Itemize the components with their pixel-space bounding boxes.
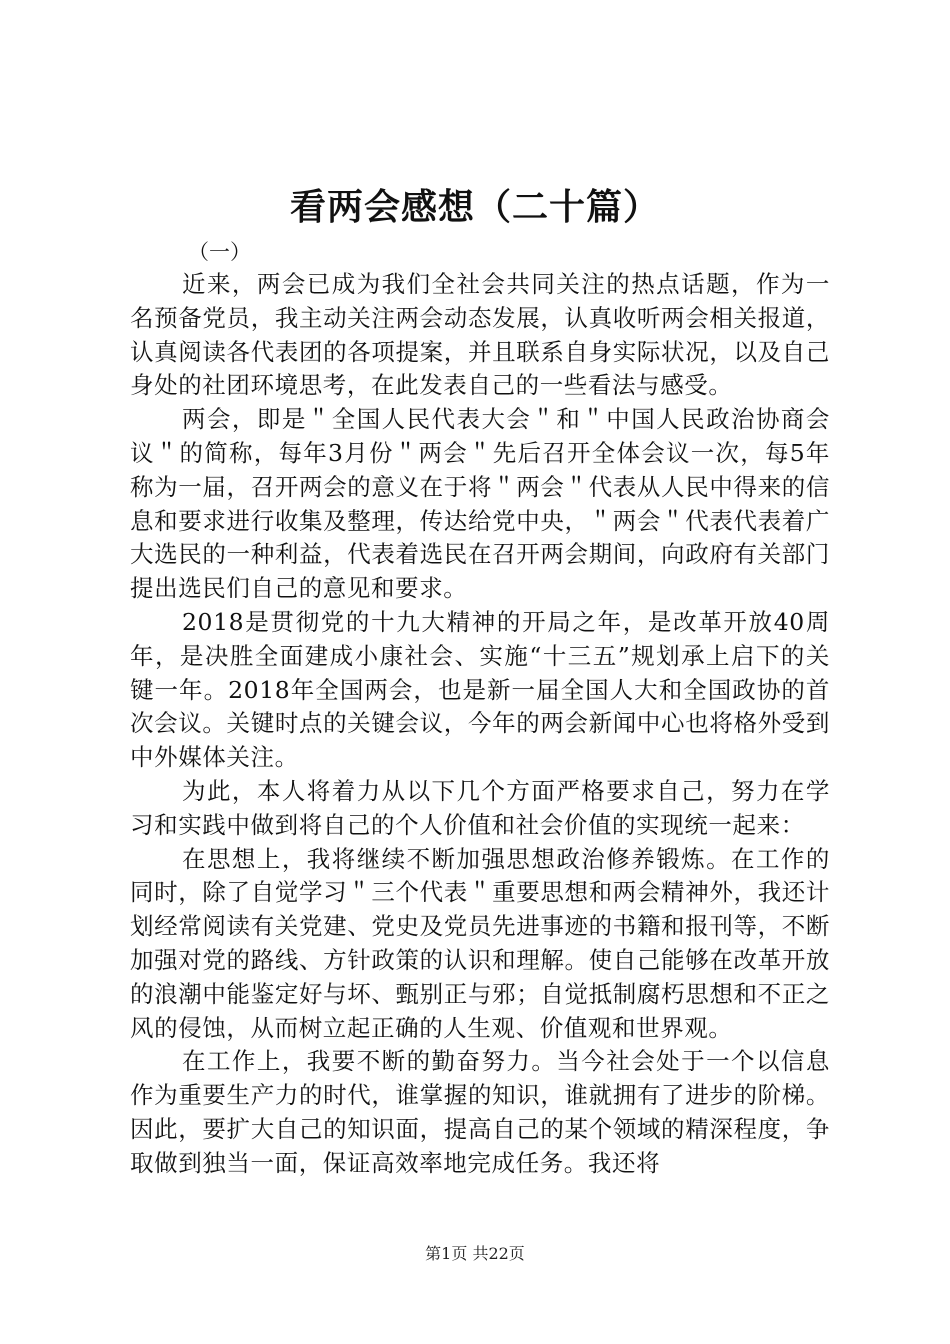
paragraph-5: 在思想上，我将继续不断加强思想政治修养锻炼。在工作的同时，除了自觉学习＂三个代表＂重要思想和两会精神外，我还计划经常阅读有关党建、党史及党员先进事迹的书籍和报刊等，不断加强对党的路线、方针政策的认识和理解。使自己能够在改革开放的浪潮中能鉴定好与坏、甄别正与邪；自觉抵制腐朽思想和不正之风的侵蚀，从而树立起正确的人生观、价值观和世界观。 [130,844,830,1042]
page-footer: 第1页 共22页 [425,1244,525,1263]
paragraph-6: 在工作上，我要不断的勤奋努力。当今社会处于一个以信息作为重要生产力的时代，谁掌握的知识，谁就拥有了进步的阶梯。因此，要扩大自己的知识面，提高自己的某个领域的精深程度，争取做到独当一面，保证高效率地完成任务。我还将 [130,1047,830,1177]
document-title: 看两会感想（二十篇） [289,186,660,228]
paragraph-4: 为此，本人将着力从以下几个方面严格要求自己，努力在学习和实践中做到将自己的个人价值和社会价值的实现统一起来： [130,776,830,839]
document-body [130,236,830,1181]
paragraph-2: 两会，即是＂全国人民代表大会＂和＂中国人民政治协商会议＂的简称，每年3月份＂两会＂先后召开全体会议一次，每5年称为一届，召开两会的意义在于将＂两会＂代表从人民中得来的信息和要求进行收集及整理，传达给党中央，＂两会＂代表代表着广大选民的一种利益，代表着选民在召开两会期间，向政府有关部门提出选民们自己的意见和要求。 [130,405,830,603]
paragraph-3: 2018是贯彻党的十九大精神的开局之年，是改革开放40周年，是决胜全面建成小康社会、实施“十三五”规划承上启下的关键一年。2018年全国两会，也是新一届全国人大和全国政协的首次会议。关键时点的关键会议，今年的两会新闻中心也将格外受到中外媒体关注。 [130,607,830,772]
section-label: （一） [188,240,251,264]
paragraph-1: 近来，两会已成为我们全社会共同关注的热点话题，作为一名预备党员，我主动关注两会动态发展，认真收听两会相关报道，认真阅读各代表团的各项提案，并且联系自身实际状况，以及自己身处的社团环境思考，在此发表自己的一些看法与感受。 [130,270,830,400]
